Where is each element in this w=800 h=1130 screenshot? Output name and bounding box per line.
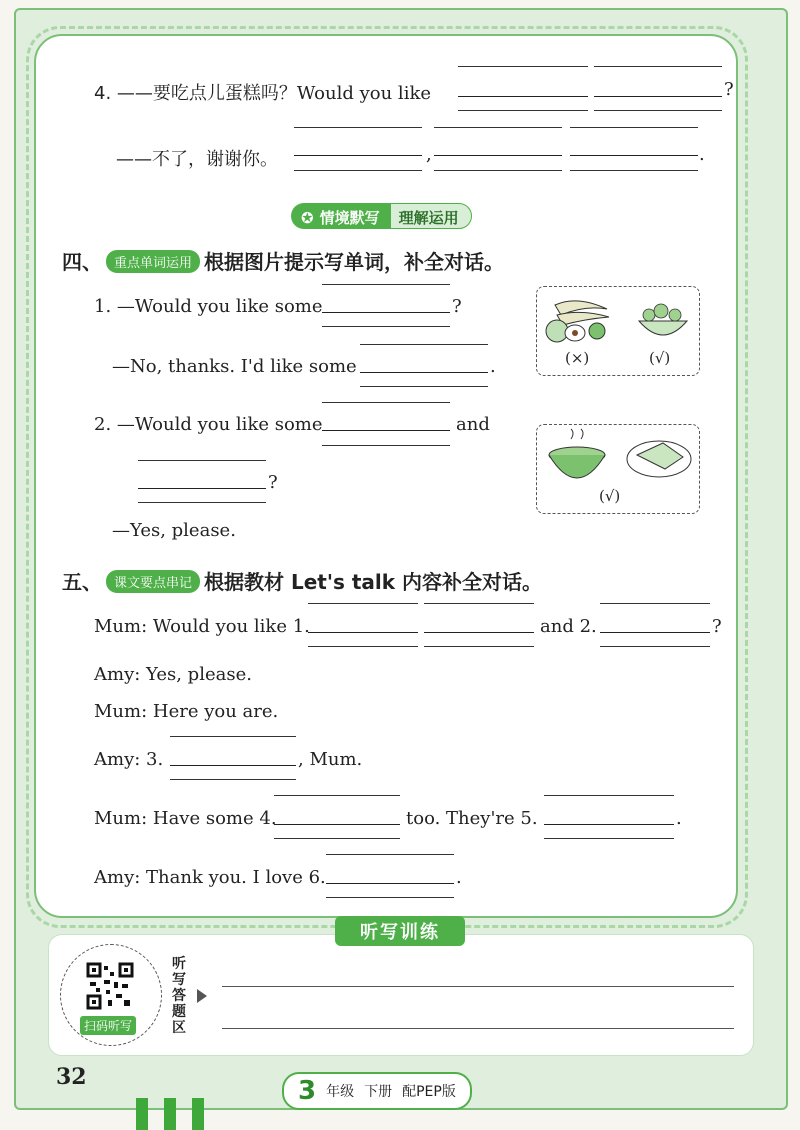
s4-q1-line1: 1. —Would you like some: [94, 296, 323, 317]
q4-blank-5[interactable]: [570, 155, 698, 156]
banner-label-1: ✪ 情境默写: [291, 203, 390, 229]
q4-blank-guide: [294, 127, 422, 128]
s4-q1-mark-x: (×): [565, 349, 590, 367]
page-number: 32: [56, 1064, 87, 1090]
s5-blank-guide: [326, 897, 454, 898]
s4-q2-qmark: ?: [268, 472, 278, 493]
s5-line6-period: .: [456, 867, 462, 888]
q4-blank-4[interactable]: [434, 155, 562, 156]
s5-blank-4[interactable]: [274, 824, 400, 825]
medal-icon: ✪: [301, 208, 314, 227]
banner-label-2: 理解运用: [390, 203, 472, 229]
s4-q2-blank-1[interactable]: [322, 430, 450, 431]
s4-q1-blank-2[interactable]: [360, 372, 488, 373]
scan-label: 扫码听写: [80, 1016, 136, 1035]
s5-line5-a: Mum: Have some 4.: [94, 808, 277, 829]
s5-blank-guide: [308, 646, 418, 647]
salad-bowl-icon: [639, 304, 687, 335]
edition-label: 配PEP版: [402, 1084, 456, 1100]
soup-bowl-icon: [549, 429, 605, 478]
s4-q2-blank-2[interactable]: [138, 488, 266, 489]
q4-line1-en: Would you like: [296, 83, 432, 104]
s5-blank-guide: [274, 795, 400, 796]
q4-blank-guide: [458, 110, 588, 111]
s5-line6-a: Amy: Thank you. I love 6.: [94, 867, 326, 888]
s5-blank-guide: [170, 779, 296, 780]
s4-q2-picture-box: [536, 424, 700, 514]
q4-blank-guide: [594, 66, 722, 67]
s5-blank-guide: [326, 854, 454, 855]
s5-line4-a: Amy: 3.: [94, 749, 164, 770]
section4-number: 四、: [62, 250, 102, 274]
s4-q1-line2: —No, thanks. I'd like some: [112, 356, 357, 377]
s5-line1-qmark: ?: [712, 616, 722, 637]
play-arrow-icon: [196, 988, 208, 1004]
q4-qmark: ?: [724, 79, 734, 100]
s5-line5-period: .: [676, 808, 682, 829]
fruit-and-salad-picture: [537, 287, 699, 375]
s4-blank-guide: [322, 284, 450, 285]
s5-blank-2[interactable]: [600, 632, 710, 633]
s4-q2-line3: —Yes, please.: [112, 520, 236, 541]
section4-tag: 重点单词运用: [106, 250, 200, 273]
q4-blank-guide: [594, 110, 722, 111]
s5-blank-guide: [170, 736, 296, 737]
answer-line-1[interactable]: [222, 986, 734, 987]
answer-area-label: 听写答题区: [172, 956, 186, 1036]
q4-blank-guide: [570, 170, 698, 171]
s5-blank-6[interactable]: [326, 883, 454, 884]
section5-number: 五、: [62, 570, 102, 594]
s5-line2: Amy: Yes, please.: [94, 664, 252, 685]
s4-blank-guide: [360, 344, 488, 345]
s4-blank-guide: [138, 460, 266, 461]
grade-badge: [282, 1072, 472, 1110]
s4-blank-guide: [322, 402, 450, 403]
q4-line1-cn: 4. ——要吃点儿蛋糕吗？: [94, 83, 297, 104]
s5-line5-b: too. They're 5.: [406, 808, 538, 829]
s4-q2-mark-check: (√): [599, 487, 621, 505]
s4-q1-period: .: [490, 356, 496, 377]
section4-heading: [62, 246, 504, 275]
s5-blank-1a[interactable]: [308, 632, 418, 633]
s4-q1-blank-1[interactable]: [322, 312, 450, 313]
term-label: 下册: [364, 1084, 393, 1100]
section-banner: [291, 203, 472, 229]
s4-q1-mark-check: (√): [649, 349, 671, 367]
s4-q1-picture-box: [536, 286, 700, 376]
q4-period: .: [699, 144, 705, 165]
s5-line1-a: Mum: Would you like 1.: [94, 616, 310, 637]
answer-line-2[interactable]: [222, 1028, 734, 1029]
s5-blank-guide: [424, 603, 534, 604]
section5-heading: [62, 566, 542, 595]
s5-line1-b: and 2.: [540, 616, 597, 637]
listening-title: 听写训练: [335, 916, 465, 946]
fruit-illustration-icon: [546, 301, 609, 342]
q4-blank-guide: [434, 170, 562, 171]
s4-blank-guide: [360, 386, 488, 387]
q4-blank-guide: [458, 66, 588, 67]
q4-blank-guide: [434, 127, 562, 128]
q4-comma: ,: [426, 144, 432, 165]
s4-blank-guide: [322, 445, 450, 446]
q4-line1-prompt: [94, 79, 431, 105]
s5-blank-guide: [544, 838, 674, 839]
section5-instruction: 根据教材 Let's talk 内容补全对话。: [204, 570, 543, 594]
q4-blank-3[interactable]: [294, 155, 422, 156]
q4-blank-guide: [570, 127, 698, 128]
s5-blank-guide: [544, 795, 674, 796]
s5-blank-guide: [600, 646, 710, 647]
s5-blank-guide: [600, 603, 710, 604]
grade-number: 3: [298, 1076, 317, 1106]
s5-blank-guide: [308, 603, 418, 604]
s4-q2-and: and: [456, 414, 490, 435]
s5-line4-b: , Mum.: [298, 749, 363, 770]
s4-q1-qmark: ?: [452, 296, 462, 317]
q4-blank-guide: [294, 170, 422, 171]
s5-blank-5[interactable]: [544, 824, 674, 825]
decorative-bars: [136, 1098, 204, 1130]
q4-blank-1[interactable]: [458, 96, 588, 97]
s5-blank-3[interactable]: [170, 765, 296, 766]
s5-blank-1b[interactable]: [424, 632, 534, 633]
q4-line2-cn: ——不了，谢谢你。: [116, 149, 278, 170]
s5-blank-guide: [274, 838, 400, 839]
s4-q2-line1: 2. —Would you like some: [94, 414, 323, 435]
section5-tag: 课文要点串记: [106, 570, 200, 593]
fish-plate-icon: [627, 441, 691, 477]
s5-line3: Mum: Here you are.: [94, 701, 279, 722]
q4-blank-2[interactable]: [594, 96, 722, 97]
s5-blank-guide: [424, 646, 534, 647]
section4-instruction: 根据图片提示写单词，补全对话。: [204, 250, 505, 274]
s4-blank-guide: [322, 326, 450, 327]
s4-blank-guide: [138, 502, 266, 503]
grade-label: 年级: [326, 1084, 355, 1100]
qr-code-icon[interactable]: [86, 962, 134, 1010]
